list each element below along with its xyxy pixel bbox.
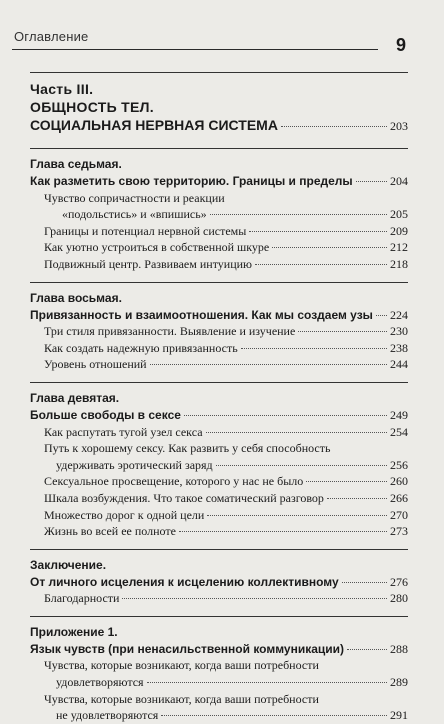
part-title-line2: СОЦИАЛЬНАЯ НЕРВНАЯ СИСТЕМА: [30, 117, 278, 133]
dot-leader: [249, 231, 387, 232]
subentry-title: удерживать эротический заряд: [56, 457, 213, 472]
subentry-title: Границы и потенциал нервной системы: [44, 223, 247, 238]
page-ref: 224: [390, 307, 408, 322]
dot-leader: [150, 364, 387, 365]
page-ref: 254: [390, 424, 408, 439]
toc-subentry[interactable]: [30, 707, 408, 724]
toc-subentry[interactable]: [30, 507, 408, 524]
toc-subentry[interactable]: [30, 323, 408, 340]
subentry-title: «подольстись» и «впишись»: [62, 207, 207, 222]
chapter-label: Глава восьмая.: [30, 290, 122, 305]
toc-entry-chapter9[interactable]: [30, 407, 408, 424]
toc-subentry[interactable]: [30, 356, 408, 373]
toc-subentry[interactable]: [30, 424, 408, 441]
toc-subentry[interactable]: [30, 490, 408, 507]
toc-subentry[interactable]: [30, 674, 408, 691]
chapter-title: От личного исцеления к исцелению коллективному: [30, 574, 339, 589]
chapter-title: Привязанность и взаимоотношения. Как мы создаем узы: [30, 307, 373, 322]
chapter-title: Язык чувств (при ненасильственной коммуникации): [30, 641, 345, 656]
page-ref: 238: [390, 340, 408, 355]
page-ref: 212: [390, 240, 408, 255]
toc-entry-chapter8[interactable]: [30, 307, 408, 324]
chapter-label: Приложение 1.: [30, 624, 118, 639]
page-ref: 230: [390, 324, 408, 339]
subentry-title: Как распутать тугой узел секса: [44, 424, 203, 439]
toc-subentry-line1[interactable]: Чувство сопричастности и реакции: [44, 190, 225, 205]
dot-leader: [376, 315, 387, 316]
subentry-title: Как уютно устроиться в собственной шкуре: [44, 240, 270, 255]
dot-leader: [298, 331, 387, 332]
page-number: 9: [395, 35, 406, 55]
toc-entry-appendix1[interactable]: [30, 641, 408, 658]
subentry-title: удовлетворяются: [56, 675, 144, 690]
toc-subentry[interactable]: [30, 223, 408, 240]
running-head: Оглавление: [14, 29, 89, 44]
page-ref: 204: [390, 174, 408, 188]
page-ref: 249: [390, 407, 408, 422]
chapter-title: Как разметить свою территорию. Границы и пределы: [30, 174, 353, 188]
chapter-title: Больше свободы в сексе: [30, 407, 181, 422]
page-ref: 276: [390, 574, 408, 589]
section-divider: [30, 382, 408, 383]
toc-subentry-line1[interactable]: Чувства, которые возникают, когда ваши потребности: [44, 691, 319, 706]
page-ref: 256: [390, 457, 408, 472]
toc-subentry[interactable]: [30, 256, 408, 273]
dot-leader: [207, 515, 387, 516]
dot-leader: [306, 481, 387, 482]
subentry-title: Сексуальное просвещение, которого у нас не было: [44, 474, 304, 489]
toc-entry-conclusion[interactable]: [30, 574, 408, 591]
subentry-title: Шкала возбуждения. Что такое соматический разговор: [44, 490, 324, 505]
subentry-title: Как создать надежную привязанность: [44, 340, 238, 355]
page-ref: 205: [390, 207, 408, 222]
table-of-contents: [30, 72, 408, 724]
section-divider: [30, 72, 408, 73]
dot-leader: [272, 247, 387, 248]
toc-subentry[interactable]: [30, 340, 408, 357]
dot-leader: [161, 715, 387, 716]
toc-subentry[interactable]: [30, 457, 408, 474]
page-ref: 289: [390, 675, 408, 690]
dot-leader: [216, 465, 387, 466]
dot-leader: [206, 432, 387, 433]
chapter-label: Глава девятая.: [30, 390, 120, 405]
subentry-title: Жизнь во всей ее полноте: [44, 524, 176, 539]
page-ref: 273: [390, 524, 408, 539]
subentry-title: не удовлетворяются: [56, 708, 159, 723]
toc-subentry-line1[interactable]: Чувства, которые возникают, когда ваши потребности: [44, 658, 319, 673]
dot-leader: [255, 264, 387, 265]
dot-leader: [122, 598, 387, 599]
page-ref: 288: [390, 641, 408, 656]
chapter-label: Глава седьмая.: [30, 157, 122, 171]
dot-leader: [179, 531, 387, 532]
subentry-title: Уровень отношений: [44, 357, 147, 372]
dot-leader: [356, 181, 387, 182]
subentry-title: Три стиля привязанности. Выявление и изучение: [44, 324, 296, 339]
dot-leader: [184, 415, 387, 416]
toc-entry-chapter7[interactable]: [30, 173, 408, 190]
subentry-title: Множество дорог к одной цели: [44, 507, 205, 522]
toc-subentry[interactable]: [30, 206, 408, 223]
header-rule: [12, 49, 378, 50]
section-divider: [30, 282, 408, 283]
dot-leader: [347, 649, 387, 650]
chapter-label: Заключение.: [30, 557, 107, 572]
page-ref: 203: [390, 119, 408, 133]
section-divider: [30, 549, 408, 550]
dot-leader: [210, 214, 387, 215]
part-title-line1: ОБЩНОСТЬ ТЕЛ.: [30, 99, 154, 115]
page-ref: 244: [390, 357, 408, 372]
page-ref: 270: [390, 507, 408, 522]
toc-subentry[interactable]: [30, 239, 408, 256]
toc-subentry[interactable]: [30, 473, 408, 490]
page-ref: 266: [390, 490, 408, 505]
page-ref: 209: [390, 223, 408, 238]
section-divider: [30, 616, 408, 617]
dot-leader: [241, 348, 387, 349]
toc-subentry[interactable]: [30, 523, 408, 540]
toc-subentry[interactable]: [30, 590, 408, 607]
dot-leader: [327, 498, 387, 499]
page-ref: 280: [390, 591, 408, 606]
dot-leader: [281, 126, 387, 127]
dot-leader: [342, 582, 387, 583]
page-ref: 291: [390, 708, 408, 723]
section-divider: [30, 148, 408, 149]
subentry-title: Подвижный центр. Развиваем интуицию: [44, 256, 253, 271]
page-ref: 218: [390, 256, 408, 271]
toc-subentry-line1[interactable]: Путь к хорошему сексу. Как развить у себя способность: [44, 441, 331, 456]
page-ref: 260: [390, 474, 408, 489]
toc-entry-part3[interactable]: [30, 116, 408, 136]
subentry-title: Благодарности: [44, 591, 120, 606]
part-label: Часть III.: [30, 81, 94, 97]
dot-leader: [147, 682, 387, 683]
